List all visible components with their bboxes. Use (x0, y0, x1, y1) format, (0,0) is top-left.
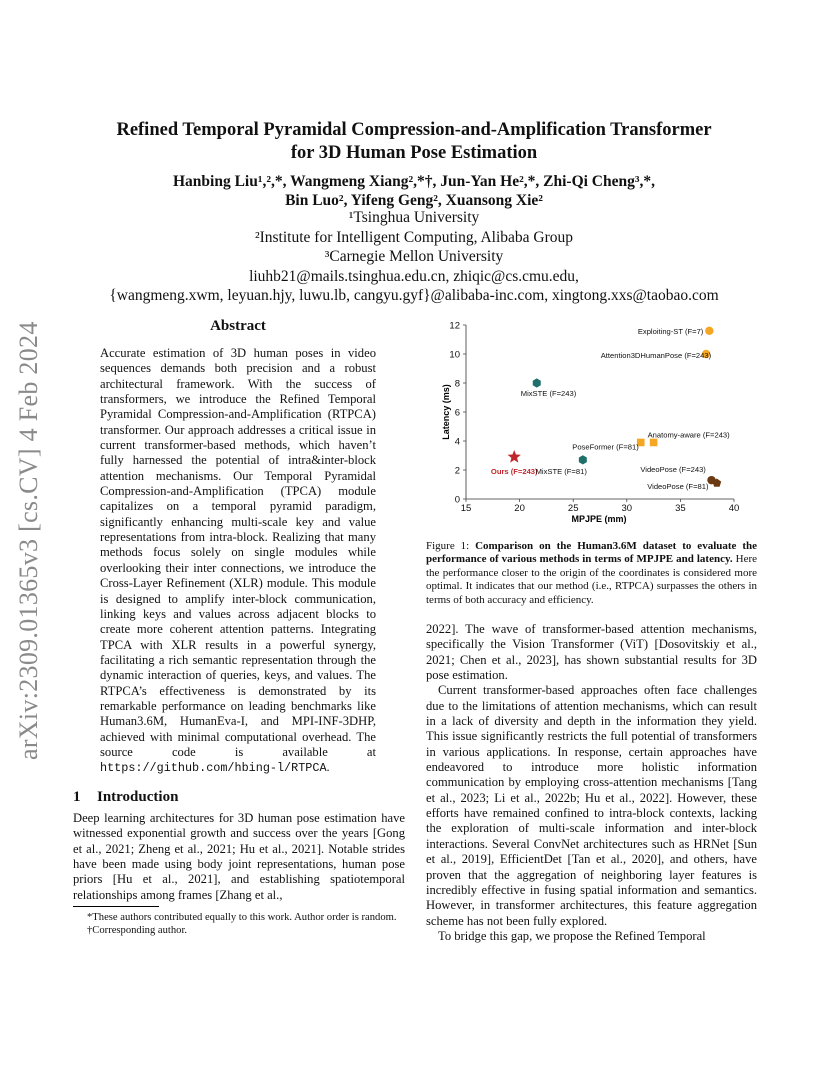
chart-x-tick-label: 15 (460, 503, 472, 514)
chart-point-label: VideoPose (F=243) (640, 465, 706, 475)
footnote-corresponding: †Corresponding author. (87, 925, 188, 936)
abstract-text: Accurate estimation of 3D human poses in video sequences demands both precision and a robust architectural framework. With the success of transformers, we introduce the Refined Temporal Pyramidal Compression-and-Amplification (RTPCA) transformer. Our approach addresses a critical issue in current transformer-based methods, which haven’t fully harnessed the potential of intra&inter-block attention mechanisms. Our Temporal Pyramidal Compression-and-Amplification (TPCA) module capitalizes on a temporal pyramid paradigm, significantly enhancing multi-scale key and value representations from intra-block. Realizing that many methods focus solely on single modules while overlooking their inter connections, we introduce the Cross-Layer Refinement (XLR) module. This module is designed to amplify inter-block communication, linking keys and values across adjacent blocks to create more coherent attention patterns. Integrating TPCA with XLR results in a powerful synergy, facilitating a rich semantic representation through the dynamic interaction of queries, keys, and values. The RTPCA’s effectiveness is demonstrated by its remarkable performance on leading benchmarks like Human3.6M, HumanEva-I, and MPI-INF-3DHP, achieved with minimal computational overhead. The source code is available at (100, 346, 376, 759)
chart-x-tick-label: 30 (621, 503, 633, 514)
chart-point-marker (650, 439, 658, 447)
chart-y-tick-label: 8 (454, 378, 460, 390)
chart-point-marker (508, 450, 521, 463)
caption-bold: Comparison on the Human3.6M dataset to evaluate the performance of various methods in terms of MPJPE and latency. (426, 540, 757, 566)
chart-point (572, 439, 644, 452)
chart-point-marker (579, 455, 587, 464)
chart-y-tick-label: 4 (454, 436, 460, 448)
chart-x-tick-label: 35 (675, 503, 686, 514)
chart-x-tick-label: 40 (728, 503, 740, 514)
chart-point-label: Anatomy-aware (F=243) (647, 430, 730, 440)
title-line-2: for 3D Human Pose Estimation (290, 143, 538, 163)
chart-x-tick-label: 20 (514, 503, 525, 514)
figure-1-caption (426, 540, 757, 607)
paragraph-continued: 2022]. The wave of transformer-based attention mechanisms, specifically the Vision Transformer (ViT) [Dosovitskiy et al., 2021; Chen et al., 2023], has shown substantial results for 3D pose estimation. (426, 622, 757, 683)
affiliation-3: ³Carnegie Mellon University (324, 248, 504, 265)
chart-y-tick-label: 2 (454, 465, 460, 477)
affiliation-1: ¹Tsinghua University (348, 209, 480, 226)
abstract-heading: Abstract (210, 318, 266, 334)
chart-point-label: Exploiting-ST (F=7) (637, 326, 704, 336)
footnote-rule (73, 906, 159, 907)
right-column-body (426, 622, 757, 944)
section-number: 1 (73, 789, 81, 805)
authors-line-2: Bin Luo², Yifeng Geng², Xuansong Xie² (285, 192, 543, 209)
chart-point-label: Attention3DHumanPose (F=243) (600, 351, 712, 360)
chart-y-axis-label: Latency (ms) (441, 384, 451, 440)
chart-point (601, 350, 712, 360)
chart-x-axis-label: MPJPE (mm) (571, 514, 627, 524)
chart-point-marker (705, 327, 713, 335)
caption-rest: Here the performance closer to the origin of the coordinates is considered more optimal. It indicates that our method (i.e., RTPCA) surpasses the others in terms of both accuracy and efficiency. (426, 553, 758, 606)
affiliations (60, 208, 768, 306)
chart-point-label: VideoPose (F=81) (647, 482, 709, 492)
affiliation-2: ²Institute for Intelligent Computing, Alibaba Group (254, 228, 574, 246)
chart-point-label: MixSTE (F=243) (520, 389, 577, 398)
chart-point (648, 430, 731, 446)
footnotes (73, 911, 405, 937)
intro-heading (73, 789, 178, 806)
chart-point (638, 327, 714, 336)
chart-point (491, 450, 538, 476)
chart-x-tick-label: 25 (567, 503, 579, 514)
chart-point-marker (707, 476, 715, 484)
chart-y-tick-label: 6 (454, 407, 460, 419)
chart-point-label: MixSTE (F=81) (535, 466, 587, 476)
chart-y-tick-label: 0 (454, 494, 460, 506)
chart-point-marker (533, 378, 541, 387)
authors-line-1: Hanbing Liu¹,²,*, Wangmeng Xiang²,*†, Jun-Yan He²,*, Zhi-Qi Cheng³,*, (172, 173, 656, 190)
source-code-link[interactable]: https://github.com/hbing-l/RTPCA (100, 761, 327, 776)
paragraph-current-approaches: Current transformer-based approaches often face challenges due to the limitations of attention mechanisms, which can result in a lack of diversity and depth in the information they yield. This issue significantly restricts the full potential of transformers in various applications. In response, certain approaches have endeavored to introduce more holistic information communication by employing cross-attention mechanisms [Tang et al., 2023; Li et al., 2022b; Hu et al., 2022]. However, these efforts have remained confined to intra-block contexts, lacking the exploration of multi-scale information and inter-block interactions. Several ConvNet architectures such as HRNet [Sun et al., 2019], EfficientDet [Tan et al., 2020], and others, have proven that the aggregation of neighboring layer features is incredibly effective in fusing spatial information and semantics. However, in transformer architectures, this feature aggregation scheme has not been fully explored. (426, 683, 757, 928)
chart-point-label: Ours (F=243) (490, 466, 538, 476)
title-line-1: Refined Temporal Pyramidal Compression-and-Amplification Transformer (116, 120, 712, 140)
arxiv-stamp: arXiv:2309.01365v3 [cs.CV] 4 Feb 2024 (14, 321, 43, 760)
caption-prefix: Figure 1: (426, 540, 476, 552)
emails-line-2: {wangmeng.xwm, leyuan.hjy, luwu.lb, cangyu.gyf}@alibaba-inc.com, xingtong.xxs@taobao.com (109, 287, 719, 304)
chart-point-label: PoseFormer (F=81) (572, 442, 639, 452)
intro-body: Deep learning architectures for 3D human pose estimation have witnessed exponential growth and success over the years [Gong et al., 2021; Zheng et al., 2021; Hu et al., 2021]. Notable strides have been made using body joint representations, human pose priors [Hu et al., 2021], and establishing spatiotemporal relationships among frames [Zhang et al., (73, 811, 405, 902)
chart-point (647, 476, 715, 491)
abstract-body: Accurate estimation of 3D human poses in video sequences demands both precision and a robust architectural framework. With the success of transformers, we introduce the Refined Temporal Pyramidal Compression-and-Amplification (RTPCA) transformer. Our approach addresses a critical issue in current transformer-based methods, which haven’t fully harnessed the potential of intra&inter-block attention mechanisms. Our Temporal Pyramidal Compression-and-Amplification (TPCA) module capitalizes on a temporal pyramid paradigm, significantly enhancing multi-scale key and value representations from intra-block. Realizing that many methods focus solely on single modules while overlooking their inter connections, we introduce the Cross-Layer Refinement (XLR) module. This module is designed to amplify inter-block communication, linking keys and values across adjacent blocks to create more coherent attention patterns. Integrating TPCA with XLR results in a powerful synergy, facilitating a rich semantic representation through the dynamic interaction of queries, keys, and values. The RTPCA’s effectiveness is demonstrated by its remarkable performance on leading benchmarks like Human3.6M, HumanEva-I, and MPI-INF-3DHP, achieved with minimal computational overhead. The source code is available at https://github.com/hbing-l/RTPCA. (100, 346, 376, 776)
paragraph-bridge-gap: To bridge this gap, we propose the Refined Temporal (438, 928, 706, 943)
chart-point (536, 455, 588, 476)
chart-y-tick-label: 12 (449, 320, 460, 332)
footnote-equal-contribution: *These authors contributed equally to this work. Author order is random. (87, 912, 397, 923)
figure-1-chart (420, 316, 750, 531)
chart-y-tick-label: 10 (449, 349, 460, 361)
author-list (60, 172, 768, 210)
section-title: Introduction (97, 789, 179, 805)
emails-line-1: liuhb21@mails.tsinghua.edu.cn, zhiqic@cs.cmu.edu, (249, 267, 579, 285)
chart-point (521, 378, 577, 398)
paper-title (60, 119, 768, 165)
